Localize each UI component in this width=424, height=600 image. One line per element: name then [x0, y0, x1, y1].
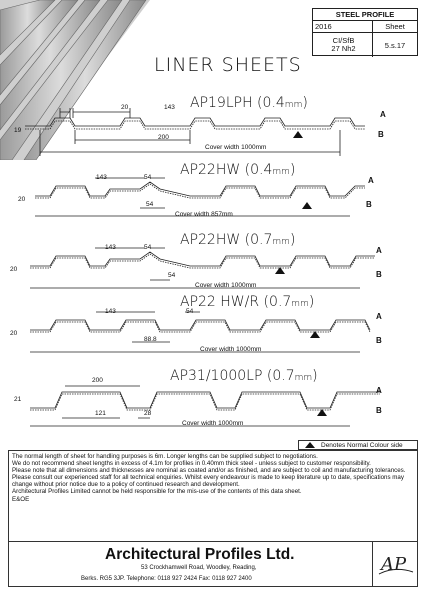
profile-title-5: AP31/1000LP (0.7mm) [170, 368, 318, 384]
note-item: E&OE [12, 495, 30, 503]
cover-width-label: Cover width 1000mm [195, 282, 257, 289]
company-contact: Berks. RG5 3JP. Telephone: 0118 927 2424 Fax: 0118 927 2400 [81, 576, 252, 582]
dim-label: 143 [164, 104, 175, 111]
ap-logo-icon [373, 542, 417, 586]
dim-label: 54 [144, 244, 152, 251]
cover-width-label: Cover width 857mm [175, 211, 233, 218]
sheet-number: 5.s.17 [384, 40, 406, 50]
profile-drawing-1 [10, 100, 380, 160]
triangle-icon [302, 441, 318, 449]
dim-label: 121 [95, 410, 106, 417]
dim-label: 28 [144, 410, 152, 417]
dim-label: 20 [18, 196, 26, 203]
dim-label: 54 [146, 201, 154, 208]
dim-label: 19 [14, 127, 22, 134]
svg-text:AP: AP [381, 554, 407, 575]
side-b-label: B [376, 270, 382, 279]
note-item: Please consult our experienced staff for all technical enquiries. Whilst every endeavour is made to keep literature up to date, specifications may change without prior notice due to a policy of continued research and development. [12, 474, 404, 489]
side-a-label: A [376, 312, 382, 321]
profile-title-2: AP22HW (0.4mm) [180, 162, 296, 178]
dim-label: 200 [92, 377, 103, 384]
company-logo [372, 542, 417, 586]
company-address: 53 Crockhamwell Road, Woodley, Reading, [141, 565, 257, 571]
profile-table-title: STEEL PROFILE [335, 10, 395, 19]
dim-label: 54 [168, 272, 176, 279]
note-item: Architectural Profiles Limited cannot be held responsible for the mis-use of the contents of this data sheet. [12, 488, 302, 496]
cover-width-label: Cover width 1000mm [205, 144, 267, 151]
dim-label: 143 [96, 174, 107, 181]
side-b-label: B [376, 406, 382, 415]
side-a-label: A [368, 176, 374, 185]
profile-title-4: AP22 HW/R (0.7mm) [180, 294, 315, 310]
side-b-label: B [378, 130, 384, 139]
normal-colour-legend: Denotes Normal Colour side [298, 440, 418, 450]
side-a-label: A [376, 386, 382, 395]
page-title: LINER SHEETS [154, 54, 302, 76]
sheet-label: Sheet [385, 22, 405, 31]
cisfb-cell: CI/SfB 27 Nh2 [313, 33, 373, 57]
dim-label: 143 [105, 308, 116, 315]
note-item: We do not recommend sheet lengths in excess of 4.1m for profiles in 0.40mm thick steel - unless subject to customer responsibility. [12, 460, 371, 468]
note-item: The normal length of sheet for handling purposes is 6m. Longer lengths can be supplied subject to negotiations. [12, 453, 318, 460]
profile-info-table [312, 8, 418, 56]
cover-width-label: Cover width 1000mm [182, 420, 244, 427]
note-item: Please note that all dimensions and thicknesses are nominal as coated and/or as finished, and are subject to coil and manufacturing tolerances. [12, 467, 406, 475]
dim-label: 20 [10, 266, 18, 273]
cover-width-label: Cover width 1000mm [200, 346, 262, 353]
dim-label: 54 [144, 174, 152, 181]
dim-label: 21 [14, 396, 22, 403]
side-b-label: B [376, 336, 382, 345]
notes-box [8, 450, 418, 542]
profile-title-3: AP22HW (0.7mm) [180, 232, 296, 248]
dim-label: 143 [105, 244, 116, 251]
dim-label: 20 [10, 330, 18, 337]
dim-label: 200 [158, 134, 169, 141]
profile-title-1: AP19LPH (0.4mm) [190, 95, 308, 111]
dim-label: 54 [186, 308, 194, 315]
company-name: Architectural Profiles Ltd. [105, 546, 295, 563]
side-a-label: A [376, 246, 382, 255]
dim-label: 88.8 [144, 336, 157, 343]
side-b-label: B [366, 200, 372, 209]
dim-label: 20 [121, 104, 129, 111]
side-a-label: A [380, 110, 386, 119]
company-footer [8, 541, 418, 587]
year-cell: 2016 [313, 21, 373, 32]
